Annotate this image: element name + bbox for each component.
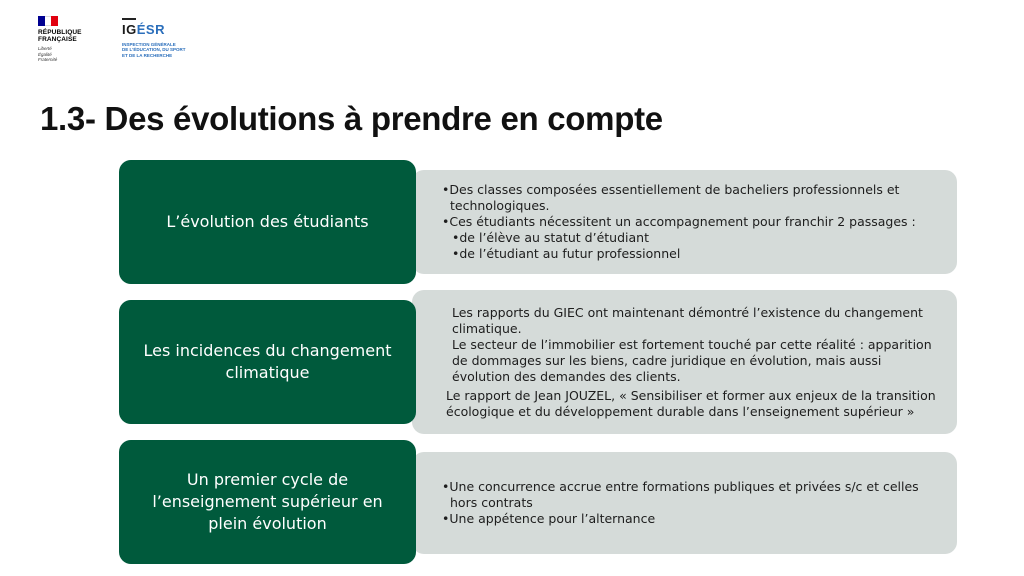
heading-box-first-cycle — [119, 440, 416, 564]
rf-name: RÉPUBLIQUE FRANÇAISE — [38, 29, 82, 43]
heading-label: Les incidences du changement climatique — [143, 341, 392, 382]
page-title: 1.3- Des évolutions à prendre en compte — [40, 100, 663, 137]
igesr-title: IGÉSR — [122, 21, 165, 37]
details-panel-climate — [412, 290, 957, 434]
igesr-subtitle: INSPECTION GÉNÉRALE DE L'ÉDUCATION, DU SPORT ET DE LA RECHERCHE — [122, 41, 186, 58]
french-flag-icon — [38, 16, 58, 26]
details-panel-students — [412, 170, 957, 274]
detail-item: •Ces étudiants nécessitent un accompagnement pour franchir 2 passages : — [442, 214, 916, 229]
detail-item: •Des classes composées essentiellement de bacheliers professionnels et technologiques. — [442, 182, 900, 213]
heading-box-students — [119, 160, 416, 284]
detail-item: Le rapport de Jean JOUZEL, « Sensibiliser et former aux enjeux de la transition écologique et du développement durable dans l’enseignement supérieur » — [446, 387, 936, 419]
heading-box-climate — [119, 300, 416, 424]
detail-item: Les rapports du GIEC ont maintenant démontré l’existence du changement climatique. — [452, 304, 923, 336]
detail-subitem: •de l’étudiant au futur professionnel — [452, 246, 681, 261]
detail-item: •Une concurrence accrue entre formations publiques et privées s/c et celles hors contrats — [442, 479, 919, 510]
details-panel-first-cycle — [412, 452, 957, 554]
igesr-logo — [122, 18, 212, 58]
republique-francaise-logo — [38, 16, 98, 63]
heading-label: L’évolution des étudiants — [166, 212, 369, 231]
detail-item: •Une appétence pour l’alternance — [442, 511, 656, 526]
detail-subitem: •de l’élève au statut d’étudiant — [452, 230, 649, 245]
heading-label: Un premier cycle de l’enseignement supérieur en plein évolution — [152, 470, 383, 533]
detail-item: Le secteur de l’immobilier est fortement touché par cette réalité : apparition de dommages sur les biens, cadre juridique en évolution, mais aussi évolution des demandes des clients. — [452, 336, 932, 384]
rf-motto: Liberté Égalité Fraternité — [38, 46, 58, 62]
